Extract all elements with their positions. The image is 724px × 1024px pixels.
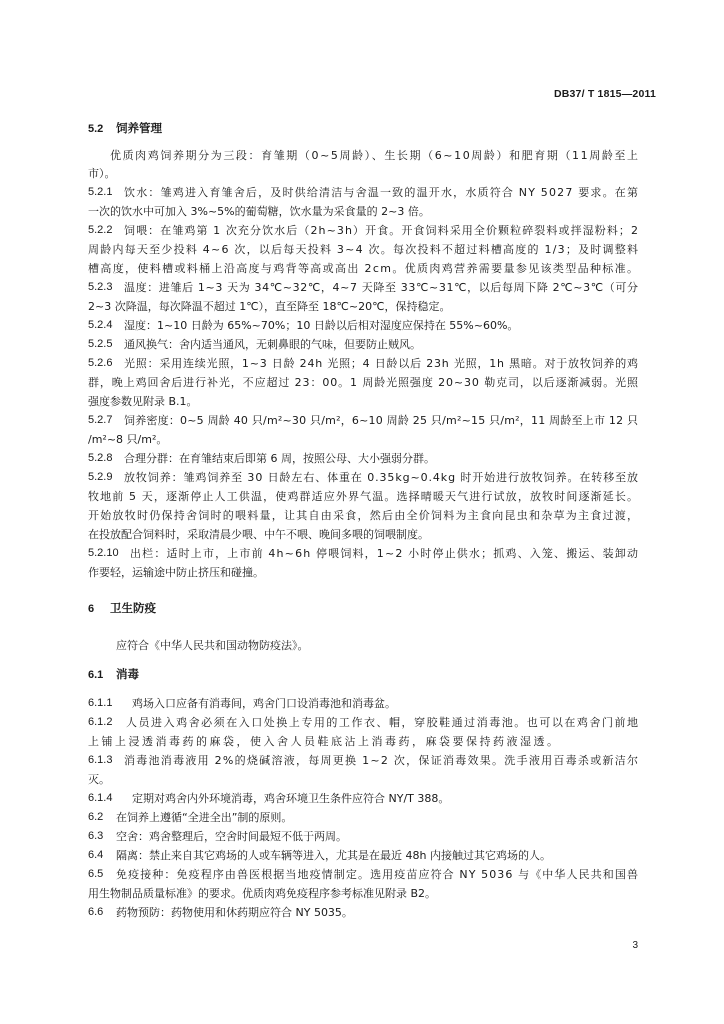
clause-text: 一次的饮水中可加入 3%~5%的葡萄糖，饮水量为采食量的 2~3 倍。 xyxy=(88,205,430,218)
clause-number: 5.2.3 xyxy=(88,281,113,293)
section-title: 饲养管理 xyxy=(116,123,162,135)
clause-number: 6.5 xyxy=(88,868,104,880)
clause-text: 在投放配合饲料时，采取清晨少喂、中午不喂、晚间多喂的饲喂制度。 xyxy=(88,528,429,541)
clause-text: 温度：进雏后 1~3 天为 34℃~32℃，4~7 天降至 33℃~31℃，以后每周下降 2℃~3℃（可分 xyxy=(124,281,639,294)
clause-text: 牧地前 5 天，逐渐停止人工供温，使鸡群适应外界气温。选择晴暖天气进行试放，放牧时间逐渐延长。 xyxy=(88,490,640,503)
clause-text: 市）。 xyxy=(88,167,116,180)
clause-text: 隔离：禁止来自其它鸡场的人或车辆等进入，尤其是在最近 48h 内接触过其它鸡场的人。 xyxy=(116,849,551,862)
clause-text: 强度参数见附录 B.1。 xyxy=(88,395,198,408)
clause-text: 放牧饲养：雏鸡饲养至 30 日龄左右、体重在 0.35kg~0.4kg 时开始进行放牧饲养。在转移至放 xyxy=(124,471,639,484)
clause-text: 用生物制品质量标准》的要求。优质肉鸡免疫程序参考标准见附录 B2。 xyxy=(88,887,437,900)
clause-number: 5.2.2 xyxy=(88,224,113,236)
clause-text: 作要轻，运输途中防止挤压和碰撞。 xyxy=(88,566,264,579)
clause-number: 5.2.9 xyxy=(88,471,113,483)
clause-number: 6.6 xyxy=(88,906,104,918)
clause-text: 在饲养上遵循“全进全出”制的原则。 xyxy=(116,811,293,824)
clause-text: 药物预防：药物使用和休药期应符合 NY 5035。 xyxy=(116,906,353,919)
section-title: 卫生防疫 xyxy=(110,603,156,615)
clause-text: 2~3 次降温，每次降温不超过 1℃），直至降至 18℃~20℃，保持稳定。 xyxy=(88,300,451,313)
clause-text: 合理分群：在育雏结束后即第 6 周，按照公母、大小强弱分群。 xyxy=(124,452,435,465)
clause-text: 上铺上浸透消毒药的麻袋，使入舍人员鞋底沾上消毒药，麻袋要保持药液湿透。 xyxy=(88,735,561,748)
clause-number: 6.1.4 xyxy=(88,792,113,804)
clause-number: 6.4 xyxy=(88,849,104,861)
clause-text: 湿度：1~10 日龄为 65%~70%；10 日龄以后相对湿度应保持在 55%~60%。 xyxy=(124,319,519,332)
clause-text: 饮水：雏鸡进入育雏舍后，及时供给清洁与舍温一致的温开水，水质符合 NY 5027 要求。在第 xyxy=(124,186,640,199)
page-number: 3 xyxy=(632,940,638,951)
clause-text: 开始放牧时仍保持舍饲时的喂料量，让其自由采食，然后由全价饲料为主食向昆虫和杂草为主食过渡， xyxy=(88,509,640,522)
clause-number: 6.2 xyxy=(88,811,104,823)
clause-text: 鸡场入口应备有消毒间，鸡舍门口设消毒池和消毒盆。 xyxy=(132,697,396,710)
clause-text: 光照：采用连续光照，1~3 日龄 24h 光照；4 日龄以后 23h 光照，1h 黑暗。对于放牧饲养的鸡 xyxy=(124,357,639,370)
clause-number: 6 xyxy=(88,603,95,615)
clause-text: 优质肉鸡饲养期分为三段：育雏期（0~5周龄）、生长期（6~10周龄）和肥育期（11周龄至上 xyxy=(110,149,640,162)
clause-number: 6.1.1 xyxy=(88,697,113,709)
clause-text: 饲喂：在雏鸡第 1 次充分饮水后（2h~3h）开食。开食饲料采用全价颗粒碎裂料或拌湿粉料；2 xyxy=(124,224,640,237)
clause-text: 人员进入鸡舍必须在入口处换上专用的工作衣、帽，穿胶鞋通过消毒池。也可以在鸡舍门前地 xyxy=(126,716,640,729)
clause-text: 定期对鸡舍内外环境消毒，鸡舍环境卫生条件应符合 NY/T 388。 xyxy=(132,792,450,805)
clause-number: 5.2.6 xyxy=(88,357,113,369)
clause-text: 空舍：鸡舍整理后，空舍时间最短不低于两周。 xyxy=(116,830,347,843)
clause-number: 5.2.7 xyxy=(88,414,113,426)
clause-text: 灭。 xyxy=(88,773,110,786)
clause-text: 应符合《中华人民共和国动物防疫法》。 xyxy=(116,639,309,652)
section-title: 消毒 xyxy=(116,669,139,681)
clause-number: 5.2.8 xyxy=(88,452,113,464)
clause-text: 槽高度，使料槽或料桶上沿高度与鸡背等高或高出 2cm。优质肉鸡营养需要量参见该类型品种标准。 xyxy=(88,262,640,275)
clause-text: 周龄内每天至少投料 4~6 次，以后每天投料 3~4 次。每次投料不超过料槽高度的 1/3；及时调整料 xyxy=(88,243,640,256)
clause-number: 5.2.4 xyxy=(88,319,113,331)
clause-number: 5.2 xyxy=(88,123,104,135)
clause-text: 出栏：适时上市，上市前 4h~6h 停喂饲料，1~2 小时停止供水；抓鸡、入笼、搬运、装卸动 xyxy=(130,547,640,560)
clause-text: 通风换气：舍内适当通风，无刺鼻眼的气味，但要防止贼风。 xyxy=(124,338,421,351)
clause-number: 5.2.5 xyxy=(88,338,113,350)
clause-text: 消毒池消毒液用 2%的烧碱溶液，每周更换 1~2 次，保证消毒效果。洗手液用百毒杀或新洁尔 xyxy=(124,754,640,767)
document-code-header: DB37/ T 1815—2011 xyxy=(553,88,656,100)
clause-text: 免疫接种：免疫程序由兽医根据当地疫情制定。选用疫苗应符合 NY 5036 与《中华人民共和国兽 xyxy=(116,868,640,881)
clause-number: 6.3 xyxy=(88,830,104,842)
clause-number: 6.1 xyxy=(88,669,104,681)
clause-text: 饲养密度：0~5 周龄 40 只/m²~30 只/m²，6~10 周龄 25 只/m²~15 只/m²，11 周龄至上市 12 只 xyxy=(124,414,639,427)
clause-number: 5.2.1 xyxy=(88,186,113,198)
clause-number: 5.2.10 xyxy=(88,547,119,559)
clause-text: /m²~8 只/m²。 xyxy=(88,433,168,446)
clause-text: 群，晚上鸡回舍后进行补光，不应超过 23：00。1 周龄光照强度 20~30 勒克司，以后逐渐减弱。光照 xyxy=(88,376,639,389)
clause-number: 6.1.2 xyxy=(88,716,113,728)
clause-number: 6.1.3 xyxy=(88,754,113,766)
